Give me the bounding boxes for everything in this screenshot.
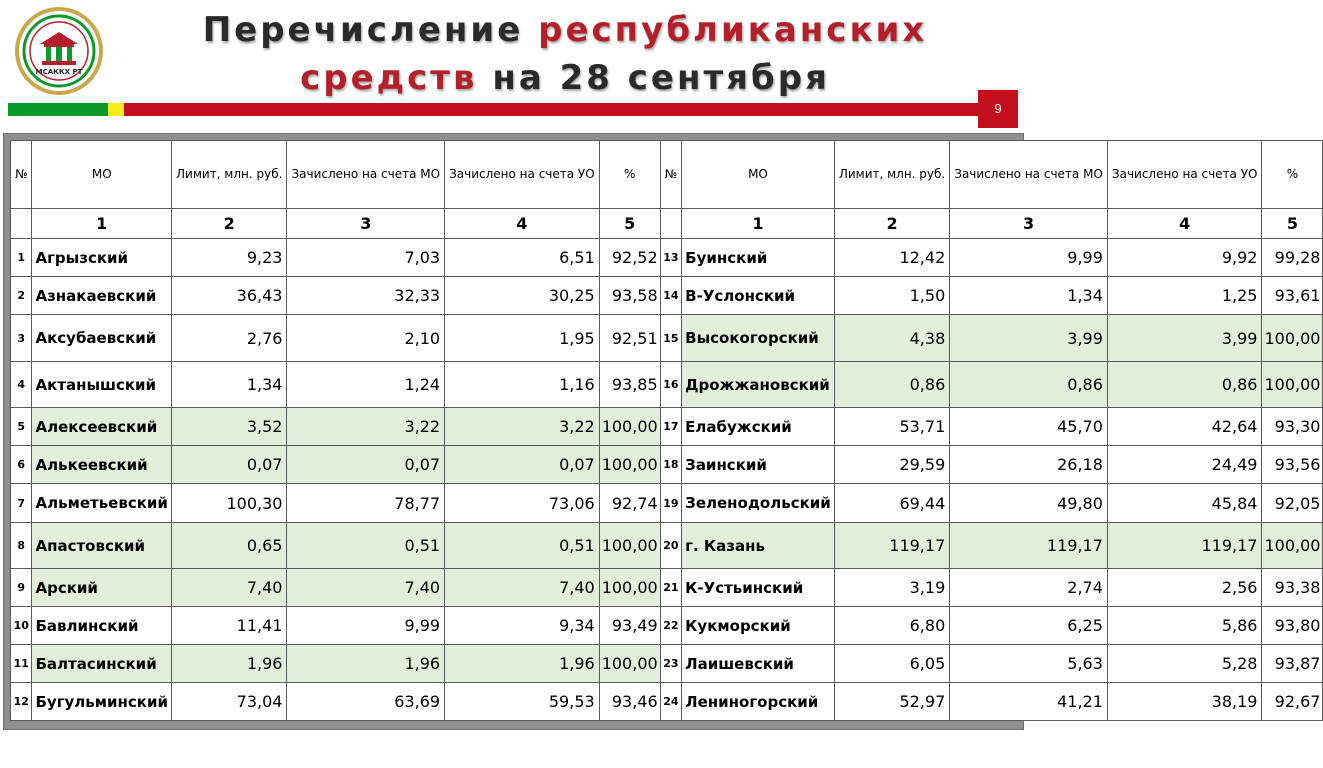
title-plain-text: Перечисление — [202, 10, 539, 50]
column-index: 1 — [682, 209, 835, 239]
column-index: 4 — [1107, 209, 1262, 239]
table-frame — [3, 133, 1321, 730]
col-credited-uo-header: Зачислено на счета УО — [445, 141, 600, 209]
row-number: 21 — [660, 569, 681, 607]
col-percent-value: 93,58 — [599, 277, 660, 315]
col-credited-mo-value: 0,51 — [287, 523, 445, 569]
col-limit-value: 6,05 — [834, 645, 949, 683]
col-limit-value: 11,41 — [172, 607, 287, 645]
col-credited-mo-value: 45,70 — [950, 408, 1108, 446]
municipality-name: Высокогорский — [682, 315, 835, 362]
col-percent-value: 100,00 — [599, 523, 660, 569]
municipality-name: Актанышский — [32, 362, 172, 408]
col-credited-mo-value: 0,07 — [287, 446, 445, 484]
col-limit-value: 12,42 — [834, 239, 949, 277]
col-limit-value: 1,96 — [172, 645, 287, 683]
column-index: 3 — [950, 209, 1108, 239]
table-row — [11, 362, 1323, 408]
decor-bar-green — [8, 103, 108, 116]
col-percent-value: 93,46 — [599, 683, 660, 721]
column-index: 3 — [287, 209, 445, 239]
col-credited-mo-value: 32,33 — [287, 277, 445, 315]
col-limit-value: 4,38 — [834, 315, 949, 362]
col-percent-value: 92,67 — [1262, 683, 1323, 721]
municipality-name: Аксубаевский — [32, 315, 172, 362]
col-percent-value: 93,85 — [599, 362, 660, 408]
municipality-name: Бугульминский — [32, 683, 172, 721]
col-credited-mo-value: 9,99 — [950, 239, 1108, 277]
table-row — [11, 408, 1323, 446]
municipality-name: Альметьевский — [32, 484, 172, 523]
page-number: 9 — [978, 90, 1018, 128]
column-index: 2 — [172, 209, 287, 239]
table-row — [11, 569, 1323, 607]
row-number: 8 — [11, 523, 32, 569]
ministry-logo — [10, 6, 108, 96]
title-plain-text: на 28 сентября — [477, 58, 830, 98]
col-credited-mo-value: 5,63 — [950, 645, 1108, 683]
col-percent-value: 93,87 — [1262, 645, 1323, 683]
col-percent-value: 100,00 — [599, 408, 660, 446]
col-credited-mo-value: 3,99 — [950, 315, 1108, 362]
col-percent-header: % — [599, 141, 660, 209]
row-number: 20 — [660, 523, 681, 569]
row-number: 19 — [660, 484, 681, 523]
municipality-name: Алексеевский — [32, 408, 172, 446]
municipality-name: В-Услонский — [682, 277, 835, 315]
row-number: 11 — [11, 645, 32, 683]
col-limit-value: 7,40 — [172, 569, 287, 607]
col-credited-uo-value: 1,95 — [445, 315, 600, 362]
svg-text:МСАККХ РТ: МСАККХ РТ — [35, 68, 83, 76]
municipality-name: К-Устьинский — [682, 569, 835, 607]
title-accent-text: средств — [300, 58, 478, 98]
row-number: 15 — [660, 315, 681, 362]
col-limit-value: 119,17 — [834, 523, 949, 569]
col-limit-value: 52,97 — [834, 683, 949, 721]
title-line-1 — [120, 6, 1010, 54]
col-limit-value: 0,86 — [834, 362, 949, 408]
row-number: 22 — [660, 607, 681, 645]
municipality-name: г. Казань — [682, 523, 835, 569]
municipality-name: Лаишевский — [682, 645, 835, 683]
col-limit-value: 3,19 — [834, 569, 949, 607]
col-percent-value: 93,80 — [1262, 607, 1323, 645]
col-limit-value: 6,80 — [834, 607, 949, 645]
col-percent-value: 100,00 — [599, 645, 660, 683]
col-credited-uo-value: 24,49 — [1107, 446, 1262, 484]
table-row — [11, 315, 1323, 362]
col-credited-mo-value: 78,77 — [287, 484, 445, 523]
col-percent-value: 100,00 — [1262, 315, 1323, 362]
column-index: 1 — [32, 209, 172, 239]
col-credited-mo-value: 1,34 — [950, 277, 1108, 315]
row-number: 9 — [11, 569, 32, 607]
table-column-index-row — [11, 209, 1323, 239]
col-credited-mo-value: 9,99 — [287, 607, 445, 645]
col-percent-value: 100,00 — [599, 569, 660, 607]
col-limit-value: 0,65 — [172, 523, 287, 569]
col-credited-mo-value: 7,03 — [287, 239, 445, 277]
col-limit-value: 100,30 — [172, 484, 287, 523]
col-credited-uo-value: 6,51 — [445, 239, 600, 277]
col-credited-uo-value: 73,06 — [445, 484, 600, 523]
col-percent-value: 92,05 — [1262, 484, 1323, 523]
col-percent-value: 93,49 — [599, 607, 660, 645]
col-limit-value: 53,71 — [834, 408, 949, 446]
col-percent-value: 100,00 — [1262, 523, 1323, 569]
col-percent-header: % — [1262, 141, 1323, 209]
row-number: 17 — [660, 408, 681, 446]
col-percent-value: 100,00 — [1262, 362, 1323, 408]
row-number: 4 — [11, 362, 32, 408]
col-percent-value: 93,38 — [1262, 569, 1323, 607]
column-index — [11, 209, 32, 239]
column-index — [660, 209, 681, 239]
funds-table — [10, 140, 1323, 721]
col-credited-uo-value: 30,25 — [445, 277, 600, 315]
col-limit-value: 2,76 — [172, 315, 287, 362]
col-credited-uo-value: 38,19 — [1107, 683, 1262, 721]
table-row — [11, 683, 1323, 721]
table-row — [11, 523, 1323, 569]
col-credited-uo-value: 0,07 — [445, 446, 600, 484]
col-limit-value: 73,04 — [172, 683, 287, 721]
table-row — [11, 277, 1323, 315]
col-credited-uo-value: 5,28 — [1107, 645, 1262, 683]
municipality-name: Буинский — [682, 239, 835, 277]
col-credited-mo-value: 41,21 — [950, 683, 1108, 721]
municipality-name: Елабужский — [682, 408, 835, 446]
col-percent-value: 93,30 — [1262, 408, 1323, 446]
table-row — [11, 645, 1323, 683]
decor-bar-yellow — [108, 103, 124, 116]
col-credited-uo-value: 7,40 — [445, 569, 600, 607]
municipality-name: Лениногорский — [682, 683, 835, 721]
col-credited-uo-value: 1,96 — [445, 645, 600, 683]
municipality-name: Арский — [32, 569, 172, 607]
col-credited-mo-value: 7,40 — [287, 569, 445, 607]
col-percent-value: 99,28 — [1262, 239, 1323, 277]
col-credited-uo-header: Зачислено на счета УО — [1107, 141, 1262, 209]
row-number: 18 — [660, 446, 681, 484]
col-credited-uo-value: 119,17 — [1107, 523, 1262, 569]
col-credited-uo-value: 0,51 — [445, 523, 600, 569]
municipality-name: Азнакаевский — [32, 277, 172, 315]
col-credited-mo-value: 1,96 — [287, 645, 445, 683]
emblem-icon — [10, 6, 108, 96]
col-percent-value: 92,52 — [599, 239, 660, 277]
col-limit-value: 0,07 — [172, 446, 287, 484]
col-number-header: № — [11, 141, 32, 209]
col-credited-mo-value: 1,24 — [287, 362, 445, 408]
column-index: 2 — [834, 209, 949, 239]
municipality-name: Апастовский — [32, 523, 172, 569]
row-number: 14 — [660, 277, 681, 315]
col-credited-uo-value: 5,86 — [1107, 607, 1262, 645]
col-credited-mo-value: 2,74 — [950, 569, 1108, 607]
col-credited-mo-value: 2,10 — [287, 315, 445, 362]
title-line-2 — [120, 54, 1010, 102]
page-title — [120, 6, 1010, 102]
table-header-row — [11, 141, 1323, 209]
col-percent-value: 100,00 — [599, 446, 660, 484]
row-number: 16 — [660, 362, 681, 408]
municipality-name: Агрызский — [32, 239, 172, 277]
row-number: 24 — [660, 683, 681, 721]
row-number: 5 — [11, 408, 32, 446]
col-credited-mo-value: 0,86 — [950, 362, 1108, 408]
col-municipality-header: МО — [32, 141, 172, 209]
municipality-name: Балтасинский — [32, 645, 172, 683]
col-limit-value: 1,50 — [834, 277, 949, 315]
col-credited-uo-value: 1,25 — [1107, 277, 1262, 315]
row-number: 23 — [660, 645, 681, 683]
col-credited-uo-value: 1,16 — [445, 362, 600, 408]
col-limit-value: 29,59 — [834, 446, 949, 484]
col-credited-mo-header: Зачислено на счета МО — [287, 141, 445, 209]
col-credited-mo-value: 63,69 — [287, 683, 445, 721]
col-credited-uo-value: 45,84 — [1107, 484, 1262, 523]
col-limit-value: 69,44 — [834, 484, 949, 523]
col-percent-value: 93,56 — [1262, 446, 1323, 484]
table-row — [11, 484, 1323, 523]
col-credited-uo-value: 3,99 — [1107, 315, 1262, 362]
col-limit-value: 1,34 — [172, 362, 287, 408]
col-number-header: № — [660, 141, 681, 209]
col-limit-value: 9,23 — [172, 239, 287, 277]
col-credited-uo-value: 9,34 — [445, 607, 600, 645]
row-number: 3 — [11, 315, 32, 362]
col-limit-header: Лимит, млн. руб. — [172, 141, 287, 209]
col-municipality-header: МО — [682, 141, 835, 209]
col-credited-mo-value: 6,25 — [950, 607, 1108, 645]
row-number: 1 — [11, 239, 32, 277]
row-number: 12 — [11, 683, 32, 721]
col-limit-value: 36,43 — [172, 277, 287, 315]
col-credited-uo-value: 0,86 — [1107, 362, 1262, 408]
col-percent-value: 92,74 — [599, 484, 660, 523]
col-percent-value: 92,51 — [599, 315, 660, 362]
row-number: 10 — [11, 607, 32, 645]
col-credited-mo-value: 49,80 — [950, 484, 1108, 523]
col-credited-mo-value: 3,22 — [287, 408, 445, 446]
row-number: 6 — [11, 446, 32, 484]
col-percent-value: 93,61 — [1262, 277, 1323, 315]
municipality-name: Алькеевский — [32, 446, 172, 484]
col-credited-uo-value: 42,64 — [1107, 408, 1262, 446]
row-number: 13 — [660, 239, 681, 277]
col-credited-uo-value: 3,22 — [445, 408, 600, 446]
municipality-name: Зеленодольский — [682, 484, 835, 523]
col-credited-uo-value: 2,56 — [1107, 569, 1262, 607]
municipality-name: Кукморский — [682, 607, 835, 645]
row-number: 2 — [11, 277, 32, 315]
col-limit-header: Лимит, млн. руб. — [834, 141, 949, 209]
column-index: 5 — [599, 209, 660, 239]
municipality-name: Заинский — [682, 446, 835, 484]
col-credited-mo-value: 119,17 — [950, 523, 1108, 569]
col-credited-mo-value: 26,18 — [950, 446, 1108, 484]
municipality-name: Бавлинский — [32, 607, 172, 645]
col-credited-uo-value: 9,92 — [1107, 239, 1262, 277]
title-accent-text: республиканских — [538, 10, 928, 50]
col-limit-value: 3,52 — [172, 408, 287, 446]
table-row — [11, 607, 1323, 645]
table-row — [11, 239, 1323, 277]
column-index: 5 — [1262, 209, 1323, 239]
row-number: 7 — [11, 484, 32, 523]
decor-bar-red — [124, 103, 980, 116]
col-credited-uo-value: 59,53 — [445, 683, 600, 721]
municipality-name: Дрожжановский — [682, 362, 835, 408]
column-index: 4 — [445, 209, 600, 239]
col-credited-mo-header: Зачислено на счета МО — [950, 141, 1108, 209]
table-row — [11, 446, 1323, 484]
